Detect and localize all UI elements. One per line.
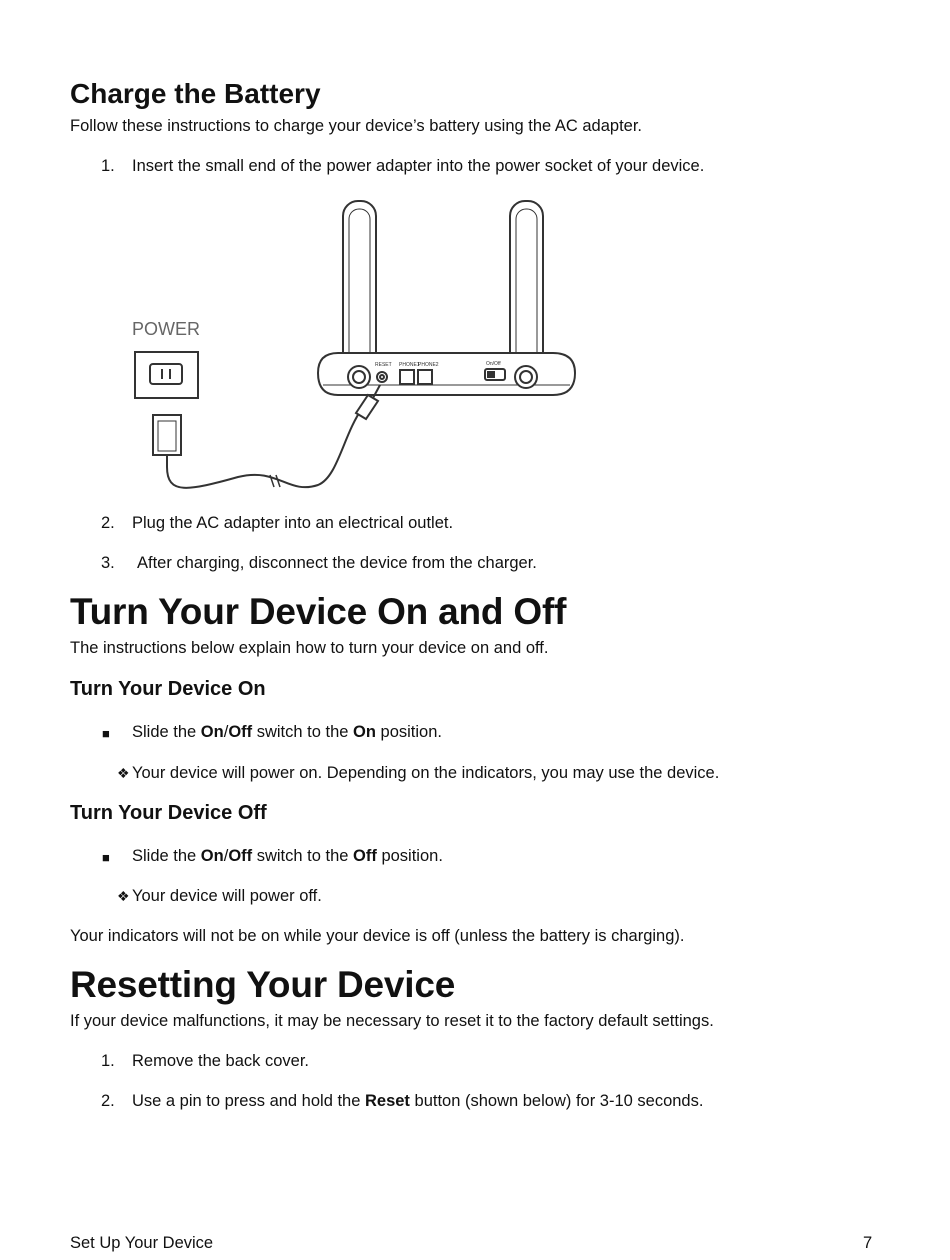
step-number: 2.: [101, 514, 115, 532]
bullet-slide-off: Slide the On/Off switch to the Off position.: [132, 847, 443, 865]
step-text: Remove the back cover.: [132, 1052, 310, 1070]
step-number: 3.: [101, 554, 115, 572]
port-label-on-off: On/Off: [486, 361, 501, 367]
step-text: After charging, disconnect the device from the charger.: [137, 554, 537, 572]
step-text-reset-button: Use a pin to press and hold the Reset button (shown below) for 3-10 seconds.: [132, 1092, 704, 1110]
power-cable: [167, 407, 363, 488]
port-label-reset: RESET: [375, 362, 392, 368]
section-title-reset: Resetting Your Device: [70, 964, 456, 1005]
indicator-note: Your indicators will not be on while your device is off (unless the battery is charging).: [70, 927, 685, 945]
footer-section: Set Up Your Device: [70, 1234, 214, 1252]
on-off-intro: The instructions below explain how to turn your device on and off.: [70, 639, 549, 657]
square-bullet-icon: ■: [102, 850, 110, 865]
subsection-title-on: Turn Your Device On: [70, 678, 266, 700]
section-title-on-off: Turn Your Device On and Off: [70, 591, 567, 632]
step-text: Plug the AC adapter into an electrical outlet.: [132, 514, 454, 532]
section-title-charge: Charge the Battery: [70, 78, 321, 109]
port-label-phone2: PHONE2: [418, 362, 439, 368]
subsection-title-off: Turn Your Device Off: [70, 802, 267, 824]
square-bullet-icon: ■: [102, 726, 110, 741]
antenna-right: [510, 201, 543, 371]
sub-bullet-off: Your device will power off.: [132, 887, 322, 905]
diamond-bullet-icon: ❖: [117, 888, 130, 904]
sub-bullet-on: Your device will power on. Depending on the indicators, you may use the device.: [132, 764, 720, 782]
power-label: POWER: [132, 319, 201, 339]
antenna-left: [343, 201, 376, 371]
diamond-bullet-icon: ❖: [117, 765, 130, 781]
router-power-illustration: [128, 195, 588, 495]
page-number: 7: [863, 1234, 873, 1252]
step-number: 1.: [101, 1052, 115, 1070]
port-label-phone1: PHONE1: [399, 362, 420, 368]
step-number: 1.: [101, 157, 115, 175]
charge-intro: Follow these instructions to charge your device’s battery using the AC adapter.: [70, 117, 643, 135]
step-number: 2.: [101, 1092, 115, 1110]
wall-outlet: [135, 352, 198, 398]
step-text: Insert the small end of the power adapter into the power socket of your device.: [132, 157, 705, 175]
reset-intro: If your device malfunctions, it may be necessary to reset it to the factory default settings.: [70, 1012, 714, 1030]
bullet-slide-on: Slide the On/Off switch to the On position.: [132, 723, 442, 741]
